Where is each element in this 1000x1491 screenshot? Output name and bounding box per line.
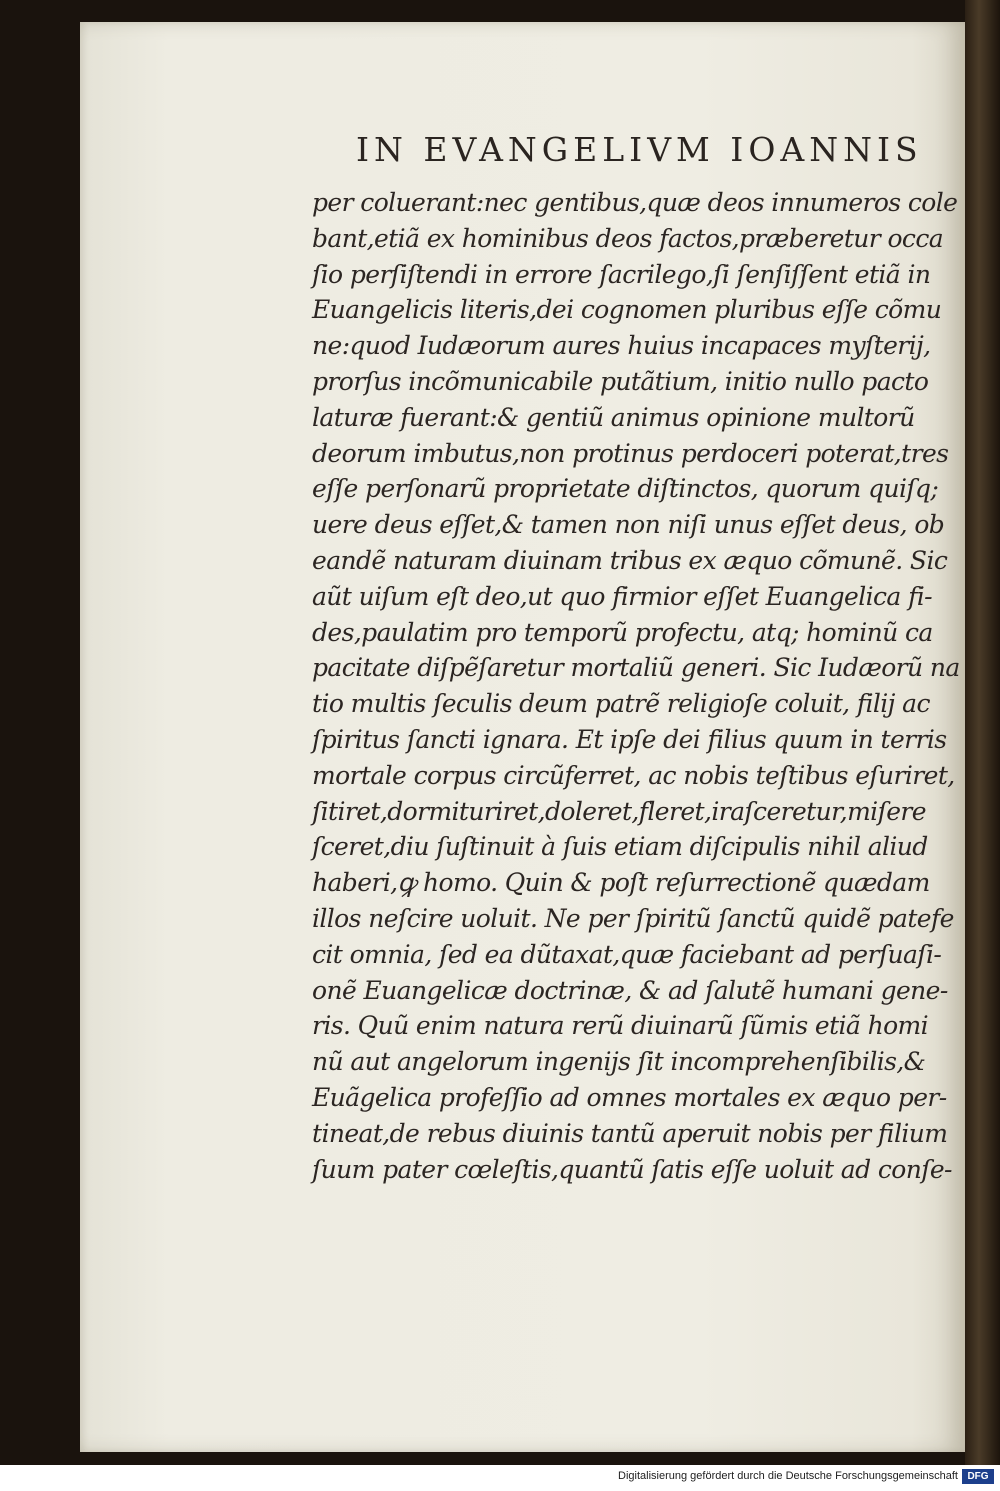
text-line: laturæ fuerant:& gentiũ animus opinione multorũ	[312, 402, 915, 432]
text-line: ſio perſiſtendi in errore ſacrilego,ſi ſenſiſſent etiã in	[312, 259, 931, 289]
text-line: prorſus incõmunicabile putãtium, initio nullo pacto	[312, 366, 929, 396]
dfg-logo: DFG	[962, 1469, 994, 1484]
text-line: eandẽ naturam diuinam tribus ex æquo cõmunẽ. Sic	[312, 545, 948, 575]
text-line: deorum imbutus,non protinus perdoceri poterat,tres	[312, 438, 949, 468]
text-line: cit omnia, ſed ea dũtaxat,quæ faciebant ad perſuaſi-	[312, 939, 942, 969]
text-line: ſceret,diu ſuſtinuit à ſuis etiam diſcipulis nihil aliud	[312, 832, 928, 862]
text-line: ſitiret,dormituriret,doleret,fleret,iraſceretur,miſere	[312, 796, 926, 826]
text-line: aũt uiſum eſt deo,ut quo firmior eſſet Euangelica fi-	[312, 581, 932, 611]
text-line: ſuum pater cœleſtis,quantũ ſatis eſſe uoluit ad conſe-	[312, 1154, 952, 1184]
text-line: bant,etiã ex hominibus deos factos,præberetur occa	[312, 223, 944, 253]
text-line: tineat,de rebus diuinis tantũ aperuit nobis per filium	[312, 1118, 948, 1148]
text-line: ne:quod Iudæorum aures huius incapaces myſterij,	[312, 331, 931, 361]
text-line: onẽ Euangelicæ doctrinæ, & ad ſalutẽ humani gene-	[312, 975, 948, 1005]
text-line: haberi,ꝙ homo. Quin & poſt reſurrectionẽ quædam	[312, 868, 930, 898]
footer-bar	[0, 1465, 1000, 1491]
text-line: des,paulatim pro temporũ profectu, atq; hominũ ca	[312, 617, 933, 647]
text-line: illos neſcire uoluit. Ne per ſpiritũ ſanctũ quidẽ patefe	[312, 903, 954, 933]
body-text	[312, 185, 960, 1187]
text-line: nũ aut angelorum ingenijs ſit incomprehenſibilis,&	[312, 1047, 926, 1077]
text-line: Euangelicis literis,dei cognomen pluribus eſſe cõmu	[312, 295, 942, 325]
book-gutter	[965, 0, 1000, 1465]
funding-credit: Digitalisierung gefördert durch die Deutsche Forschungsgemeinschaft	[618, 1470, 958, 1482]
text-line: eſſe perſonarũ proprietate diſtinctos, quorum quiſq;	[312, 474, 939, 504]
text-line: mortale corpus circũferret, ac nobis teſtibus eſuriret,	[312, 760, 955, 790]
text-line: tio multis ſeculis deum patrẽ religioſe coluit, filij ac	[312, 689, 930, 719]
text-line: ris. Quũ enim natura rerũ diuinarũ ſũmis etiã homi	[312, 1011, 929, 1041]
running-head: IN EVANGELIVM IOANNIS	[356, 130, 923, 169]
text-line: uere deus eſſet,& tamen non niſi unus eſſet deus, ob	[312, 510, 945, 540]
text-line: Euãgelica profeſſio ad omnes mortales ex æquo per-	[312, 1082, 947, 1112]
text-line: per coluerant:nec gentibus,quæ deos innumeros cole	[312, 188, 958, 217]
text-line: ſpiritus ſancti ignara. Et ipſe dei filius quum in terris	[312, 724, 947, 754]
text-line: pacitate diſpẽſaretur mortaliũ generi. Sic Iudæorũ na	[312, 653, 960, 683]
